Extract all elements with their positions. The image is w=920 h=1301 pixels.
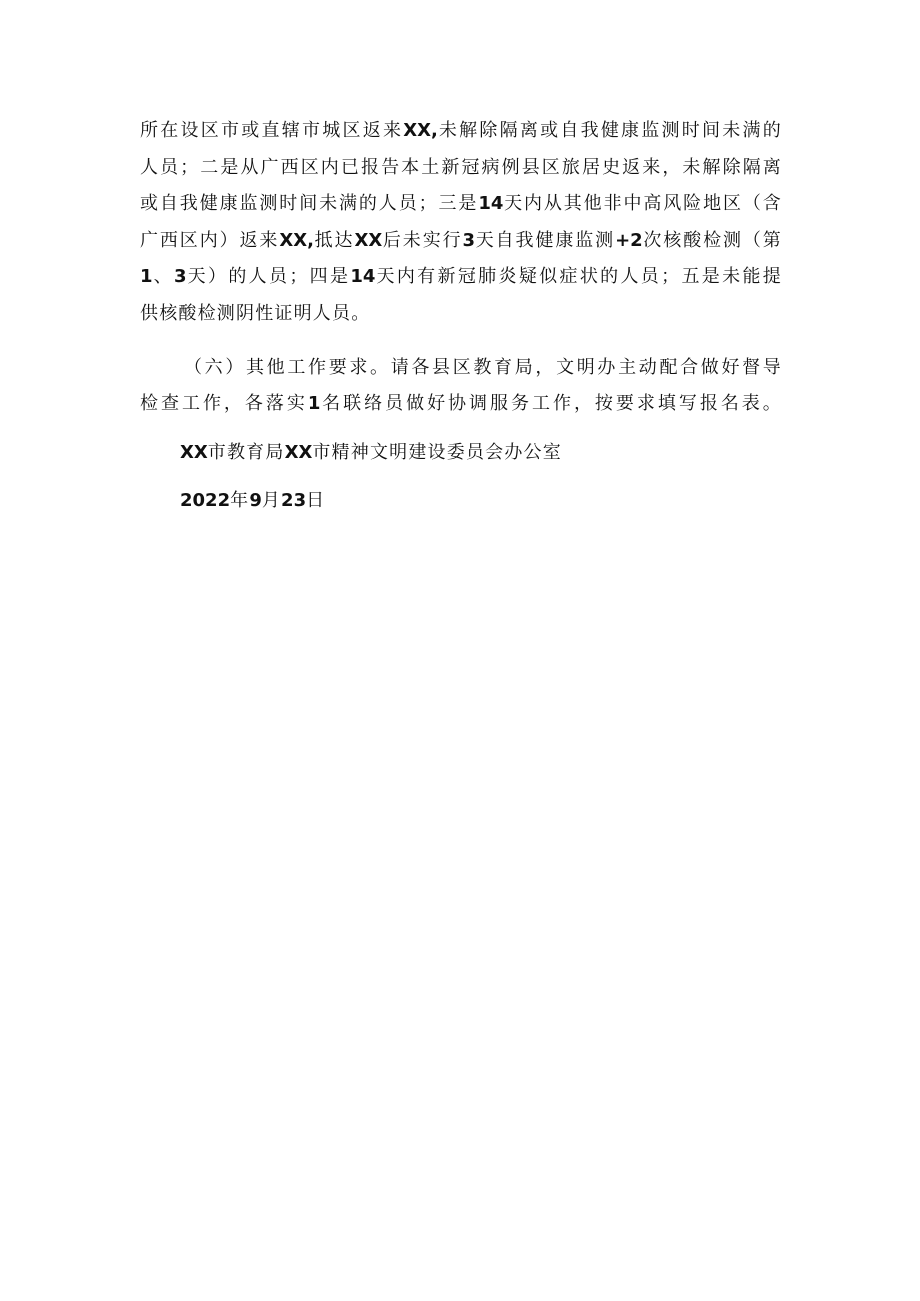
text-line: 所在设区市或直辖市城区返来XX,未解除隔离或自我健康监测时间未满的	[140, 120, 782, 141]
paragraph-epidemic-restrictions	[140, 113, 782, 333]
text-line: 广西区内）返来XX,抵达XX后未实行3天自我健康监测+2次核酸检测（第	[140, 229, 783, 251]
text-line: （六）其他工作要求。请各县区教育局，文明办主动配合做好督导	[184, 356, 782, 378]
document-body	[140, 113, 782, 520]
signature-organization: XX市教育局XX市精神文明建设委员会办公室	[180, 441, 562, 463]
text-line: 人员；二是从广西区内已报告本土新冠病例县区旅居史返来，未解除隔离	[140, 156, 782, 178]
paragraph-spacer	[140, 333, 782, 350]
paragraph-spacer	[140, 423, 782, 435]
text-line: 供核酸检测阴性证明人员。	[140, 302, 371, 324]
paragraph-spacer	[140, 471, 782, 483]
text-line: 1、3天）的人员；四是14天内有新冠肺炎疑似症状的人员；五是未能提	[140, 266, 782, 288]
paragraph-other-requirements	[140, 350, 782, 423]
text-line: 检查工作，各落实1名联络员做好协调服务工作，按要求填写报名表。	[140, 393, 782, 415]
signature-date: 2022年9月23日	[180, 490, 326, 512]
text-line: 或自我健康监测时间未满的人员；三是14天内从其他非中高风险地区（含	[140, 193, 782, 215]
